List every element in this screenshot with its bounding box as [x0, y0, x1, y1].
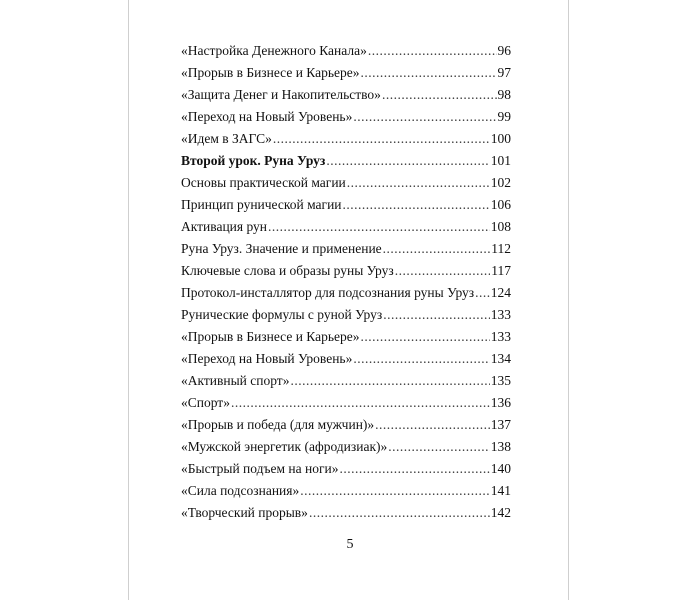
toc-entry-page: 138 — [490, 439, 511, 454]
toc-entry-page: 96 — [497, 43, 511, 58]
toc-entry-title: «Мужской энергетик (афродизиак)» — [181, 439, 388, 454]
toc-entry — [181, 370, 511, 392]
toc-entry-title: «Сила подсознания» — [181, 483, 300, 498]
toc-entry — [181, 414, 511, 436]
toc-entry-title: «Активный спорт» — [181, 373, 290, 388]
toc-entry-page: 142 — [490, 505, 511, 520]
toc-dot-leader — [382, 84, 497, 106]
toc-entry-title: «Быстрый подъем на ноги» — [181, 461, 339, 476]
toc-entry-page: 100 — [490, 131, 511, 146]
toc-entry-page: 117 — [491, 263, 511, 278]
toc-entry-title: «Прорыв в Бизнесе и Карьере» — [181, 65, 360, 80]
toc-dot-leader — [353, 348, 489, 370]
toc-entry-title: «Настройка Денежного Канала» — [181, 43, 367, 58]
toc-dot-leader — [361, 326, 490, 348]
toc-entry-title: Активация рун — [181, 219, 268, 234]
toc-entry-title: «Спорт» — [181, 395, 230, 410]
toc-dot-leader — [273, 128, 490, 150]
toc-dot-leader — [300, 480, 490, 502]
toc-section-heading — [181, 150, 511, 172]
toc-entry — [181, 304, 511, 326]
toc-entry-page: 106 — [490, 197, 511, 212]
toc-dot-leader — [388, 436, 489, 458]
toc-entry — [181, 128, 511, 150]
toc-dot-leader — [347, 172, 490, 194]
toc-entry-page: 108 — [490, 219, 511, 234]
toc-entry-title: «Защита Денег и Накопительство» — [181, 87, 381, 102]
toc-entry-title: Рунические формулы с руной Уруз — [181, 307, 383, 322]
toc-entry-title: Ключевые слова и образы руны Уруз — [181, 263, 394, 278]
toc-dot-leader — [368, 40, 497, 62]
toc-dot-leader — [339, 458, 489, 480]
toc-entry — [181, 480, 511, 502]
toc-dot-leader — [361, 62, 497, 84]
toc-entry-title: Принцип рунической магии — [181, 197, 342, 212]
table-of-contents — [181, 40, 511, 524]
toc-entry-title: «Прорыв в Бизнесе и Карьере» — [181, 329, 360, 344]
toc-entry — [181, 458, 511, 480]
toc-entry-title: «Творческий прорыв» — [181, 505, 308, 520]
toc-entry-page: 133 — [490, 307, 511, 322]
toc-entry — [181, 62, 511, 84]
toc-entry — [181, 172, 511, 194]
toc-dot-leader — [375, 414, 490, 436]
toc-entry-title: «Переход на Новый Уровень» — [181, 351, 353, 366]
toc-dot-leader — [343, 194, 490, 216]
toc-dot-leader — [383, 238, 491, 260]
toc-entry-page: 98 — [497, 87, 511, 102]
toc-entry — [181, 84, 511, 106]
toc-entry — [181, 282, 511, 304]
toc-dot-leader — [353, 106, 496, 128]
toc-entry-title: Основы практической магии — [181, 175, 346, 190]
toc-entry-title: «Прорыв и победа (для мужчин)» — [181, 417, 375, 432]
toc-entry-page: 133 — [490, 329, 511, 344]
toc-entry-page: 137 — [490, 417, 511, 432]
toc-dot-leader — [290, 370, 489, 392]
toc-dot-leader — [475, 282, 490, 304]
toc-entry — [181, 348, 511, 370]
toc-entry — [181, 194, 511, 216]
page-number: 5 — [346, 537, 354, 552]
toc-entry — [181, 326, 511, 348]
toc-entry-title: «Идем в ЗАГС» — [181, 131, 272, 146]
toc-entry — [181, 502, 511, 524]
toc-dot-leader — [268, 216, 490, 238]
toc-dot-leader — [326, 150, 489, 172]
toc-entry-page: 101 — [490, 153, 511, 168]
toc-entry — [181, 436, 511, 458]
toc-entry — [181, 216, 511, 238]
toc-entry-page: 124 — [490, 285, 511, 300]
toc-entry-page: 136 — [490, 395, 511, 410]
toc-entry-title: Второй урок. Руна Уруз — [181, 153, 326, 168]
toc-dot-leader — [383, 304, 490, 326]
toc-entry-page: 140 — [490, 461, 511, 476]
toc-entry-page: 102 — [490, 175, 511, 190]
toc-entry-page: 97 — [497, 65, 511, 80]
toc-dot-leader — [309, 502, 490, 524]
toc-entry-title: Протокол-инсталлятор для подсознания руны Уруз — [181, 285, 475, 300]
toc-entry — [181, 238, 511, 260]
toc-entry — [181, 106, 511, 128]
toc-entry-page: 99 — [497, 109, 511, 124]
toc-entry-title: Руна Уруз. Значение и применение — [181, 241, 382, 256]
toc-entry — [181, 260, 511, 282]
toc-entry — [181, 40, 511, 62]
toc-entry-title: «Переход на Новый Уровень» — [181, 109, 353, 124]
toc-entry-page: 141 — [490, 483, 511, 498]
toc-entry-page: 135 — [490, 373, 511, 388]
toc-entry-page: 134 — [490, 351, 511, 366]
toc-dot-leader — [395, 260, 491, 282]
toc-dot-leader — [231, 392, 490, 414]
toc-entry-page: 112 — [491, 241, 511, 256]
toc-entry — [181, 392, 511, 414]
